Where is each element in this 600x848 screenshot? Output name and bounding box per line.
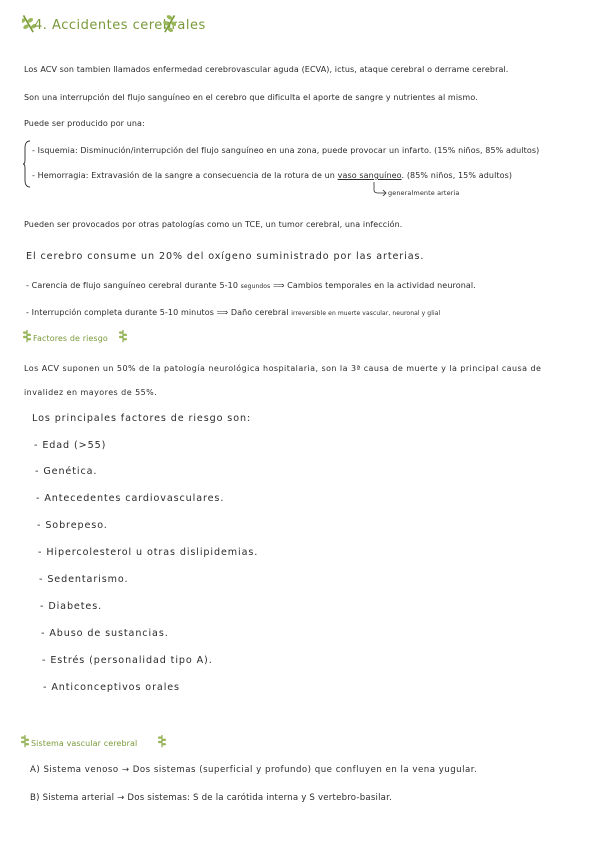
- sprig-vascular-left-icon: [20, 735, 30, 749]
- arrow-note-icon: [372, 182, 388, 196]
- page-title: 4. Accidentes cerebrales: [34, 18, 206, 33]
- sprig-right-icon: [162, 14, 176, 36]
- vascular-a: A) Sistema venoso → Dos sistemas (superficial y profundo) que confluyen en la vena yugular.: [30, 765, 478, 775]
- risk-paragraph-2: invalidez en mayores de 55%.: [24, 388, 158, 397]
- brace-icon: [22, 140, 32, 188]
- intro-line-2: Son una interrupción del flujo sanguíneo en el cerebro que dificulta el aporte de sangre y nutrientes al mismo.: [24, 93, 478, 102]
- intro-line-1: Los ACV son tambien llamados enfermedad cerebrovascular aguda (ECVA), ictus, ataque cerebral o derrame cerebral.: [24, 65, 509, 74]
- cause-hemorragia: - Hemorragia: Extravasión de la sangre a consecuencia de la rotura de un vaso sanguíneo. (85% niños, 15% adultos): [32, 171, 513, 180]
- risk-item: - Estrés (personalidad tipo A).: [42, 655, 213, 666]
- risk-item: - Diabetes.: [40, 601, 103, 612]
- risk-item: - Anticonceptivos orales: [43, 682, 180, 693]
- vascular-heading: Sistema vascular cerebral: [31, 739, 138, 748]
- risk-list-intro: Los principales factores de riesgo son:: [32, 413, 252, 424]
- risk-item: - Genética.: [35, 466, 98, 477]
- hemorragia-note: generalmente arteria: [388, 189, 460, 197]
- sprig-heading-right-icon: [118, 330, 128, 344]
- carencia-text: - Carencia de flujo sanguíneo cerebral durante 5-10 segundos ⟹ Cambios temporales en la actividad neuronal.: [26, 281, 476, 290]
- risk-item: - Sobrepeso.: [37, 520, 108, 531]
- risk-heading: Factores de riesgo: [33, 334, 108, 343]
- sprig-vascular-right-icon: [157, 735, 167, 749]
- risk-item: - Sedentarismo.: [39, 574, 129, 585]
- risk-item: - Hipercolesterol u otras dislipidemias.: [38, 547, 259, 558]
- provocados-text: Pueden ser provocados por otras patologías como un TCE, un tumor cerebral, una infección.: [24, 220, 403, 229]
- intro-line-3: Puede ser producido por una:: [24, 119, 145, 128]
- interrupcion-text: - Interrupción completa durante 5-10 minutos ⟹ Daño cerebral irreversible en muerte vascular, neuronal y glial: [26, 308, 441, 317]
- risk-item: - Abuso de sustancias.: [41, 628, 169, 639]
- risk-paragraph-1: Los ACV suponen un 50% de la patología neurológica hospitalaria, son la 3ª causa de muerte y la principal causa de: [24, 364, 542, 373]
- vascular-b: B) Sistema arterial → Dos sistemas: S de la carótida interna y S vertebro-basilar.: [30, 793, 393, 803]
- cause-isquemia: - Isquemia: Disminución/interrupción del flujo sanguíneo en una zona, puede provocar un infarto. (15% niños, 85% adultos): [32, 146, 540, 155]
- vaso-sanguineo-underlined: vaso sanguíneo: [337, 171, 402, 180]
- risk-item: - Edad (>55): [34, 440, 107, 451]
- sprig-heading-left-icon: [22, 330, 32, 344]
- risk-item: - Antecedentes cardiovasculares.: [36, 493, 225, 504]
- oxygen-text: El cerebro consume un 20% del oxígeno suministrado por las arterias.: [26, 251, 425, 262]
